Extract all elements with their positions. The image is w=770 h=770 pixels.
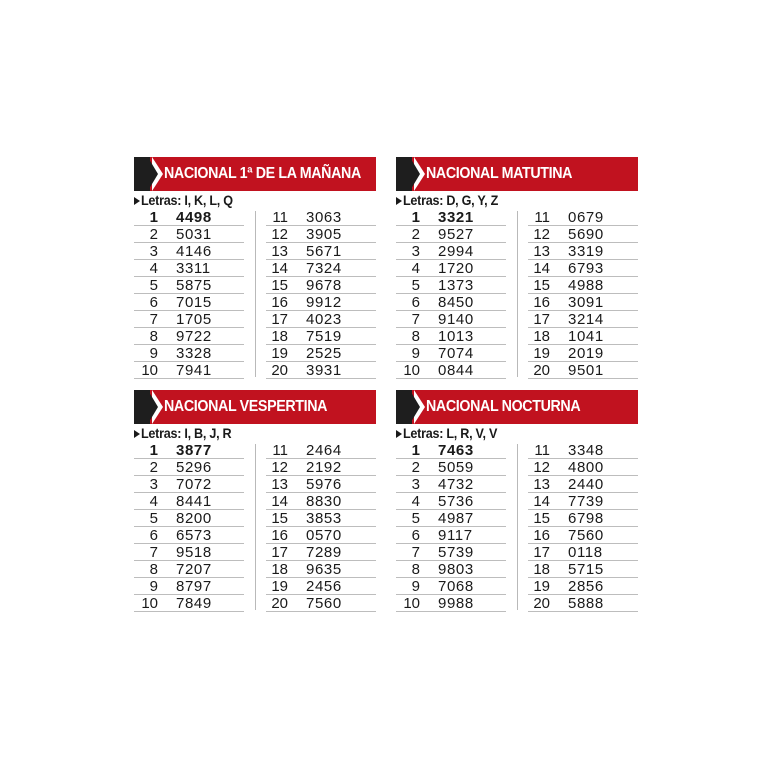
result-position: 20 <box>271 595 288 612</box>
result-row <box>134 328 244 345</box>
result-row <box>266 459 376 476</box>
result-row <box>396 493 506 510</box>
result-number: 6573 <box>176 527 212 544</box>
result-position: 8 <box>411 328 420 345</box>
results-column-left <box>134 442 244 612</box>
result-position: 6 <box>149 527 158 544</box>
result-number: 4732 <box>438 476 474 493</box>
result-number: 6793 <box>568 260 604 277</box>
result-row <box>396 209 506 226</box>
result-number: 3214 <box>568 311 604 328</box>
result-number: 3931 <box>306 362 342 379</box>
result-row <box>266 209 376 226</box>
result-row <box>396 459 506 476</box>
result-position: 1 <box>149 209 158 226</box>
result-position: 14 <box>533 493 550 510</box>
result-row <box>396 277 506 294</box>
draw-panel <box>396 390 638 612</box>
result-position: 3 <box>149 476 158 493</box>
chevron-right-icon <box>149 392 158 422</box>
result-number: 9722 <box>176 328 212 345</box>
result-position: 20 <box>533 362 550 379</box>
result-position: 4 <box>411 260 420 277</box>
result-position: 2 <box>149 226 158 243</box>
results-table <box>134 442 376 612</box>
result-number: 9518 <box>176 544 212 561</box>
result-row <box>266 578 376 595</box>
result-position: 11 <box>534 209 550 226</box>
result-position: 14 <box>271 260 288 277</box>
result-row <box>266 493 376 510</box>
header-accent-block <box>396 157 412 191</box>
result-row <box>134 561 244 578</box>
result-number: 7560 <box>306 595 342 612</box>
letras-line <box>396 425 638 442</box>
result-number: 8450 <box>438 294 474 311</box>
result-position: 7 <box>149 311 158 328</box>
result-position: 12 <box>533 459 550 476</box>
result-row <box>528 459 638 476</box>
column-divider <box>517 211 518 377</box>
result-row <box>396 561 506 578</box>
result-number: 7463 <box>438 442 474 459</box>
result-number: 5875 <box>176 277 212 294</box>
result-row <box>528 362 638 379</box>
result-number: 5976 <box>306 476 342 493</box>
result-position: 2 <box>411 459 420 476</box>
result-position: 20 <box>271 362 288 379</box>
triangle-right-icon <box>134 430 140 438</box>
result-position: 11 <box>272 209 288 226</box>
result-number: 1041 <box>568 328 604 345</box>
result-row <box>528 277 638 294</box>
result-number: 9527 <box>438 226 474 243</box>
result-number: 5736 <box>438 493 474 510</box>
result-row <box>396 328 506 345</box>
result-number: 2464 <box>306 442 342 459</box>
result-number: 7015 <box>176 294 212 311</box>
result-number: 7560 <box>568 527 604 544</box>
results-table <box>396 209 638 379</box>
triangle-right-icon <box>396 430 402 438</box>
result-number: 7739 <box>568 493 604 510</box>
result-position: 2 <box>149 459 158 476</box>
column-divider <box>255 444 256 610</box>
result-row <box>134 476 244 493</box>
result-number: 3877 <box>176 442 212 459</box>
result-number: 5059 <box>438 459 474 476</box>
results-column-left <box>396 442 506 612</box>
result-number: 2440 <box>568 476 604 493</box>
triangle-right-icon <box>396 197 402 205</box>
result-position: 19 <box>533 578 550 595</box>
result-position: 5 <box>411 510 420 527</box>
chevron-right-icon <box>411 392 420 422</box>
result-row <box>528 493 638 510</box>
result-number: 7207 <box>176 561 212 578</box>
result-row <box>396 311 506 328</box>
result-number: 4987 <box>438 510 474 527</box>
result-row <box>134 595 244 612</box>
result-number: 5888 <box>568 595 604 612</box>
result-position: 9 <box>149 345 158 362</box>
result-row <box>528 345 638 362</box>
result-number: 1013 <box>438 328 474 345</box>
result-position: 7 <box>411 311 420 328</box>
draw-title: NACIONAL 1ª DE LA MAÑANA <box>164 165 361 182</box>
letras-line <box>134 192 376 209</box>
result-position: 20 <box>533 595 550 612</box>
results-table <box>396 442 638 612</box>
result-position: 17 <box>271 311 288 328</box>
result-row <box>528 476 638 493</box>
result-row <box>134 277 244 294</box>
result-row <box>134 209 244 226</box>
result-position: 15 <box>271 277 288 294</box>
result-position: 7 <box>149 544 158 561</box>
result-number: 2192 <box>306 459 342 476</box>
letras-text: Letras: L, R, V, V <box>403 425 498 441</box>
results-column-left <box>134 209 244 379</box>
result-row <box>396 260 506 277</box>
result-position: 4 <box>411 493 420 510</box>
result-row <box>528 226 638 243</box>
header-accent-block <box>134 390 150 424</box>
letras-text: Letras: I, K, L, Q <box>141 192 233 208</box>
result-row <box>134 260 244 277</box>
draw-title: NACIONAL VESPERTINA <box>164 398 328 415</box>
result-row <box>396 345 506 362</box>
result-number: 1373 <box>438 277 474 294</box>
letras-line <box>396 192 638 209</box>
draw-panel <box>134 157 376 379</box>
result-position: 10 <box>141 362 158 379</box>
result-row <box>528 243 638 260</box>
result-number: 3348 <box>568 442 604 459</box>
draw-header <box>134 390 376 424</box>
result-number: 9501 <box>568 362 604 379</box>
result-position: 17 <box>271 544 288 561</box>
result-position: 10 <box>403 362 420 379</box>
letras-text: Letras: D, G, Y, Z <box>403 192 499 208</box>
result-number: 3311 <box>176 260 211 277</box>
result-position: 3 <box>411 243 420 260</box>
result-number: 9988 <box>438 595 474 612</box>
result-number: 7074 <box>438 345 474 362</box>
result-position: 6 <box>149 294 158 311</box>
results-column-right <box>528 442 638 612</box>
result-number: 4498 <box>176 209 212 226</box>
result-number: 2525 <box>306 345 342 362</box>
result-row <box>134 294 244 311</box>
result-row <box>528 595 638 612</box>
result-row <box>134 226 244 243</box>
result-row <box>396 226 506 243</box>
draw-title: NACIONAL NOCTURNA <box>426 398 581 415</box>
result-number: 4023 <box>306 311 342 328</box>
result-position: 1 <box>411 209 420 226</box>
result-number: 7849 <box>176 595 212 612</box>
result-row <box>266 544 376 561</box>
result-number: 2019 <box>568 345 604 362</box>
result-row <box>134 544 244 561</box>
result-row <box>528 260 638 277</box>
result-position: 1 <box>411 442 420 459</box>
result-position: 9 <box>149 578 158 595</box>
letras-line <box>134 425 376 442</box>
result-number: 3905 <box>306 226 342 243</box>
result-number: 1720 <box>438 260 474 277</box>
result-row <box>396 362 506 379</box>
result-row <box>134 345 244 362</box>
result-row <box>396 544 506 561</box>
result-position: 9 <box>411 345 420 362</box>
result-row <box>134 442 244 459</box>
result-number: 9117 <box>438 527 473 544</box>
result-position: 12 <box>271 459 288 476</box>
result-position: 2 <box>411 226 420 243</box>
result-row <box>528 328 638 345</box>
result-position: 4 <box>149 493 158 510</box>
result-position: 8 <box>149 328 158 345</box>
result-number: 0570 <box>306 527 342 544</box>
result-number: 5715 <box>568 561 604 578</box>
result-row <box>528 311 638 328</box>
result-row <box>266 510 376 527</box>
result-number: 3063 <box>306 209 342 226</box>
result-row <box>266 476 376 493</box>
result-position: 11 <box>534 442 550 459</box>
result-number: 8797 <box>176 578 212 595</box>
result-row <box>396 578 506 595</box>
result-position: 5 <box>149 277 158 294</box>
results-table <box>134 209 376 379</box>
column-divider <box>255 211 256 377</box>
draw-panel <box>396 157 638 379</box>
result-number: 7941 <box>176 362 212 379</box>
result-position: 5 <box>411 277 420 294</box>
result-number: 7519 <box>306 328 342 345</box>
result-number: 2994 <box>438 243 474 260</box>
result-number: 9803 <box>438 561 474 578</box>
result-row <box>134 311 244 328</box>
result-position: 12 <box>271 226 288 243</box>
result-number: 5296 <box>176 459 212 476</box>
result-number: 5739 <box>438 544 474 561</box>
result-row <box>528 294 638 311</box>
result-number: 0844 <box>438 362 474 379</box>
result-row <box>266 595 376 612</box>
result-position: 13 <box>271 243 288 260</box>
result-number: 0679 <box>568 209 604 226</box>
result-row <box>396 476 506 493</box>
result-row <box>266 311 376 328</box>
result-row <box>528 578 638 595</box>
result-number: 1705 <box>176 311 212 328</box>
result-number: 7072 <box>176 476 212 493</box>
result-row <box>396 595 506 612</box>
result-position: 15 <box>533 510 550 527</box>
chevron-right-icon <box>411 159 420 189</box>
result-row <box>528 561 638 578</box>
result-row <box>134 362 244 379</box>
result-row <box>528 544 638 561</box>
result-position: 16 <box>533 527 550 544</box>
result-row <box>528 209 638 226</box>
result-number: 0118 <box>568 544 603 561</box>
result-number: 4146 <box>176 243 212 260</box>
draw-header <box>134 157 376 191</box>
result-number: 5671 <box>306 243 342 260</box>
header-accent-block <box>134 157 150 191</box>
column-divider <box>517 444 518 610</box>
result-position: 18 <box>271 561 288 578</box>
result-position: 16 <box>271 294 288 311</box>
result-position: 13 <box>271 476 288 493</box>
result-position: 17 <box>533 311 550 328</box>
result-position: 13 <box>533 243 550 260</box>
result-number: 9140 <box>438 311 474 328</box>
result-number: 8200 <box>176 510 212 527</box>
result-position: 19 <box>271 578 288 595</box>
results-column-right <box>528 209 638 379</box>
result-position: 19 <box>533 345 550 362</box>
chevron-right-icon <box>149 159 158 189</box>
result-number: 6798 <box>568 510 604 527</box>
result-position: 3 <box>149 243 158 260</box>
result-row <box>266 362 376 379</box>
letras-text: Letras: I, B, J, R <box>141 425 232 441</box>
result-row <box>266 226 376 243</box>
result-position: 14 <box>533 260 550 277</box>
result-position: 4 <box>149 260 158 277</box>
result-position: 15 <box>271 510 288 527</box>
result-row <box>134 578 244 595</box>
result-number: 2456 <box>306 578 342 595</box>
result-number: 7068 <box>438 578 474 595</box>
result-row <box>528 442 638 459</box>
result-position: 8 <box>411 561 420 578</box>
result-row <box>396 527 506 544</box>
results-column-right <box>266 442 376 612</box>
result-number: 7289 <box>306 544 342 561</box>
result-number: 5031 <box>176 226 212 243</box>
result-row <box>134 459 244 476</box>
result-row <box>396 243 506 260</box>
draw-header <box>396 157 638 191</box>
result-row <box>266 294 376 311</box>
result-row <box>266 277 376 294</box>
result-number: 8830 <box>306 493 342 510</box>
result-position: 1 <box>149 442 158 459</box>
result-number: 3853 <box>306 510 342 527</box>
result-number: 4800 <box>568 459 604 476</box>
result-position: 6 <box>411 294 420 311</box>
result-number: 3328 <box>176 345 212 362</box>
result-position: 18 <box>533 561 550 578</box>
result-position: 12 <box>533 226 550 243</box>
result-position: 10 <box>403 595 420 612</box>
result-position: 16 <box>271 527 288 544</box>
result-row <box>134 527 244 544</box>
draw-panel <box>134 390 376 612</box>
result-position: 9 <box>411 578 420 595</box>
result-row <box>396 442 506 459</box>
result-row <box>134 510 244 527</box>
result-position: 3 <box>411 476 420 493</box>
result-number: 9635 <box>306 561 342 578</box>
result-position: 18 <box>271 328 288 345</box>
result-position: 16 <box>533 294 550 311</box>
result-number: 8441 <box>176 493 212 510</box>
result-row <box>266 527 376 544</box>
result-row <box>528 527 638 544</box>
result-number: 3319 <box>568 243 604 260</box>
result-position: 15 <box>533 277 550 294</box>
result-position: 18 <box>533 328 550 345</box>
result-row <box>266 260 376 277</box>
result-row <box>266 561 376 578</box>
result-number: 7324 <box>306 260 342 277</box>
results-column-left <box>396 209 506 379</box>
result-number: 3321 <box>438 209 474 226</box>
result-position: 11 <box>272 442 288 459</box>
result-position: 13 <box>533 476 550 493</box>
result-number: 9912 <box>306 294 342 311</box>
triangle-right-icon <box>134 197 140 205</box>
result-row <box>266 328 376 345</box>
result-position: 19 <box>271 345 288 362</box>
result-row <box>266 243 376 260</box>
result-row <box>528 510 638 527</box>
result-position: 5 <box>149 510 158 527</box>
results-column-right <box>266 209 376 379</box>
draw-title: NACIONAL MATUTINA <box>426 165 573 182</box>
result-number: 4988 <box>568 277 604 294</box>
result-number: 2856 <box>568 578 604 595</box>
result-row <box>134 243 244 260</box>
result-position: 7 <box>411 544 420 561</box>
result-row <box>266 345 376 362</box>
result-number: 5690 <box>568 226 604 243</box>
result-position: 14 <box>271 493 288 510</box>
result-number: 3091 <box>568 294 604 311</box>
result-position: 6 <box>411 527 420 544</box>
result-row <box>134 493 244 510</box>
result-position: 17 <box>533 544 550 561</box>
draw-header <box>396 390 638 424</box>
result-position: 8 <box>149 561 158 578</box>
header-accent-block <box>396 390 412 424</box>
result-number: 9678 <box>306 277 342 294</box>
result-row <box>266 442 376 459</box>
result-position: 10 <box>141 595 158 612</box>
result-row <box>396 294 506 311</box>
result-row <box>396 510 506 527</box>
